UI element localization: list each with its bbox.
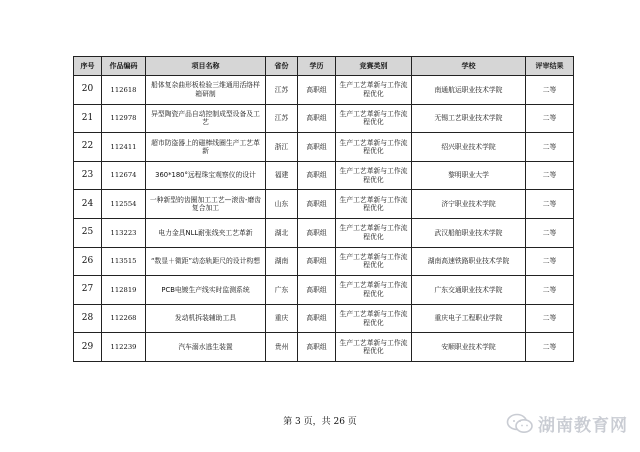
- cell-code: 112411: [102, 133, 146, 162]
- table-row: [74, 276, 574, 305]
- cell-result: 二等: [526, 218, 574, 247]
- cell-project: 一种新型的齿圈加工工艺—滚齿-磨齿复合加工: [146, 190, 266, 219]
- cell-category: 生产工艺革新与工作流程优化: [336, 133, 412, 162]
- cell-province: 江苏: [266, 104, 298, 133]
- cell-result: 二等: [526, 304, 574, 333]
- cell-project: 360*180°远程珠宝观察仪的设计: [146, 161, 266, 190]
- cell-province: 福建: [266, 161, 298, 190]
- cell-school: 绍兴职业技术学院: [412, 133, 526, 162]
- cell-no: 20: [74, 76, 102, 105]
- cell-result: 二等: [526, 104, 574, 133]
- cell-category: 生产工艺革新与工作流程优化: [336, 276, 412, 305]
- cell-level: 高职组: [298, 333, 336, 362]
- cell-code: 112239: [102, 333, 146, 362]
- cell-province: 山东: [266, 190, 298, 219]
- cell-no: 27: [74, 276, 102, 305]
- table-row: [74, 247, 574, 276]
- cell-project: 发动机拆装辅助工具: [146, 304, 266, 333]
- cell-code: 112554: [102, 190, 146, 219]
- cell-no: 21: [74, 104, 102, 133]
- watermark: [506, 411, 628, 436]
- cell-no: 23: [74, 161, 102, 190]
- cell-category: 生产工艺革新与工作流程优化: [336, 333, 412, 362]
- cell-result: 二等: [526, 133, 574, 162]
- table-row: [74, 304, 574, 333]
- table-row: [74, 133, 574, 162]
- table-row: [74, 76, 574, 105]
- page-number-footer: 第 3 页，共 26 页: [283, 417, 357, 427]
- cell-category: 生产工艺革新与工作流程优化: [336, 304, 412, 333]
- cell-result: 二等: [526, 333, 574, 362]
- cell-code: 112268: [102, 304, 146, 333]
- cell-project: 电力金具NLL耐张线夹工艺革新: [146, 218, 266, 247]
- cell-level: 高职组: [298, 247, 336, 276]
- cell-level: 高职组: [298, 218, 336, 247]
- table-row: [74, 161, 574, 190]
- cell-project: 异型陶瓷产品自动控制成型设备及工艺: [146, 104, 266, 133]
- cell-province: 重庆: [266, 304, 298, 333]
- table-row: [74, 104, 574, 133]
- table-row: [74, 190, 574, 219]
- cell-level: 高职组: [298, 133, 336, 162]
- header-code: 作品编码: [102, 57, 146, 76]
- header-no: 序号: [74, 57, 102, 76]
- cell-project: 汽车溺水逃生装置: [146, 333, 266, 362]
- cell-no: 24: [74, 190, 102, 219]
- cell-level: 高职组: [298, 276, 336, 305]
- cell-result: 二等: [526, 190, 574, 219]
- cell-school: 广东交通职业技术学院: [412, 276, 526, 305]
- header-school: 学校: [412, 57, 526, 76]
- cell-school: 南通航运职业技术学院: [412, 76, 526, 105]
- header-category: 竞赛类别: [336, 57, 412, 76]
- table-body: [74, 76, 574, 362]
- cell-province: 湖南: [266, 247, 298, 276]
- cell-level: 高职组: [298, 161, 336, 190]
- cell-level: 高职组: [298, 190, 336, 219]
- cell-project: “数显＋微距”动态轨距尺的设计构想: [146, 247, 266, 276]
- cell-code: 112978: [102, 104, 146, 133]
- cell-school: 湖南高速铁路职业技术学院: [412, 247, 526, 276]
- cell-result: 二等: [526, 247, 574, 276]
- cell-no: 29: [74, 333, 102, 362]
- cell-project: PCB电镀生产线实时监测系统: [146, 276, 266, 305]
- cell-result: 二等: [526, 161, 574, 190]
- cell-school: 重庆电子工程职业学院: [412, 304, 526, 333]
- watermark-text: 湖南教育网: [538, 416, 628, 436]
- cell-category: 生产工艺革新与工作流程优化: [336, 76, 412, 105]
- cell-code: 113223: [102, 218, 146, 247]
- header-result: 评审结果: [526, 57, 574, 76]
- table-row: [74, 218, 574, 247]
- cell-no: 26: [74, 247, 102, 276]
- cell-code: 112819: [102, 276, 146, 305]
- cell-school: 武汉船舶职业技术学院: [412, 218, 526, 247]
- cell-category: 生产工艺革新与工作流程优化: [336, 218, 412, 247]
- cell-code: 112618: [102, 76, 146, 105]
- cell-category: 生产工艺革新与工作流程优化: [336, 190, 412, 219]
- cell-no: 22: [74, 133, 102, 162]
- cell-province: 湖北: [266, 218, 298, 247]
- cell-no: 28: [74, 304, 102, 333]
- table-row: [74, 333, 574, 362]
- cell-no: 25: [74, 218, 102, 247]
- header-level: 学历: [298, 57, 336, 76]
- wechat-icon: [506, 413, 534, 435]
- cell-category: 生产工艺革新与工作流程优化: [336, 161, 412, 190]
- cell-province: 贵州: [266, 333, 298, 362]
- cell-level: 高职组: [298, 304, 336, 333]
- cell-school: 安顺职业技术学院: [412, 333, 526, 362]
- cell-category: 生产工艺革新与工作流程优化: [336, 104, 412, 133]
- cell-project: 超市防盗器上的磁棒线圈生产工艺革新: [146, 133, 266, 162]
- table-header-row: [74, 57, 574, 76]
- cell-result: 二等: [526, 276, 574, 305]
- cell-province: 江苏: [266, 76, 298, 105]
- cell-school: 济宁职业技术学院: [412, 190, 526, 219]
- cell-province: 浙江: [266, 133, 298, 162]
- cell-code: 113515: [102, 247, 146, 276]
- award-table: [73, 56, 574, 362]
- header-province: 省份: [266, 57, 298, 76]
- cell-level: 高职组: [298, 76, 336, 105]
- cell-school: 无锡工艺职业技术学院: [412, 104, 526, 133]
- cell-code: 112674: [102, 161, 146, 190]
- cell-result: 二等: [526, 76, 574, 105]
- cell-province: 广东: [266, 276, 298, 305]
- cell-category: 生产工艺革新与工作流程优化: [336, 247, 412, 276]
- cell-school: 黎明职业大学: [412, 161, 526, 190]
- header-project: 项目名称: [146, 57, 266, 76]
- cell-project: 船体复杂曲形板检验三维通用活络样箱研制: [146, 76, 266, 105]
- cell-level: 高职组: [298, 104, 336, 133]
